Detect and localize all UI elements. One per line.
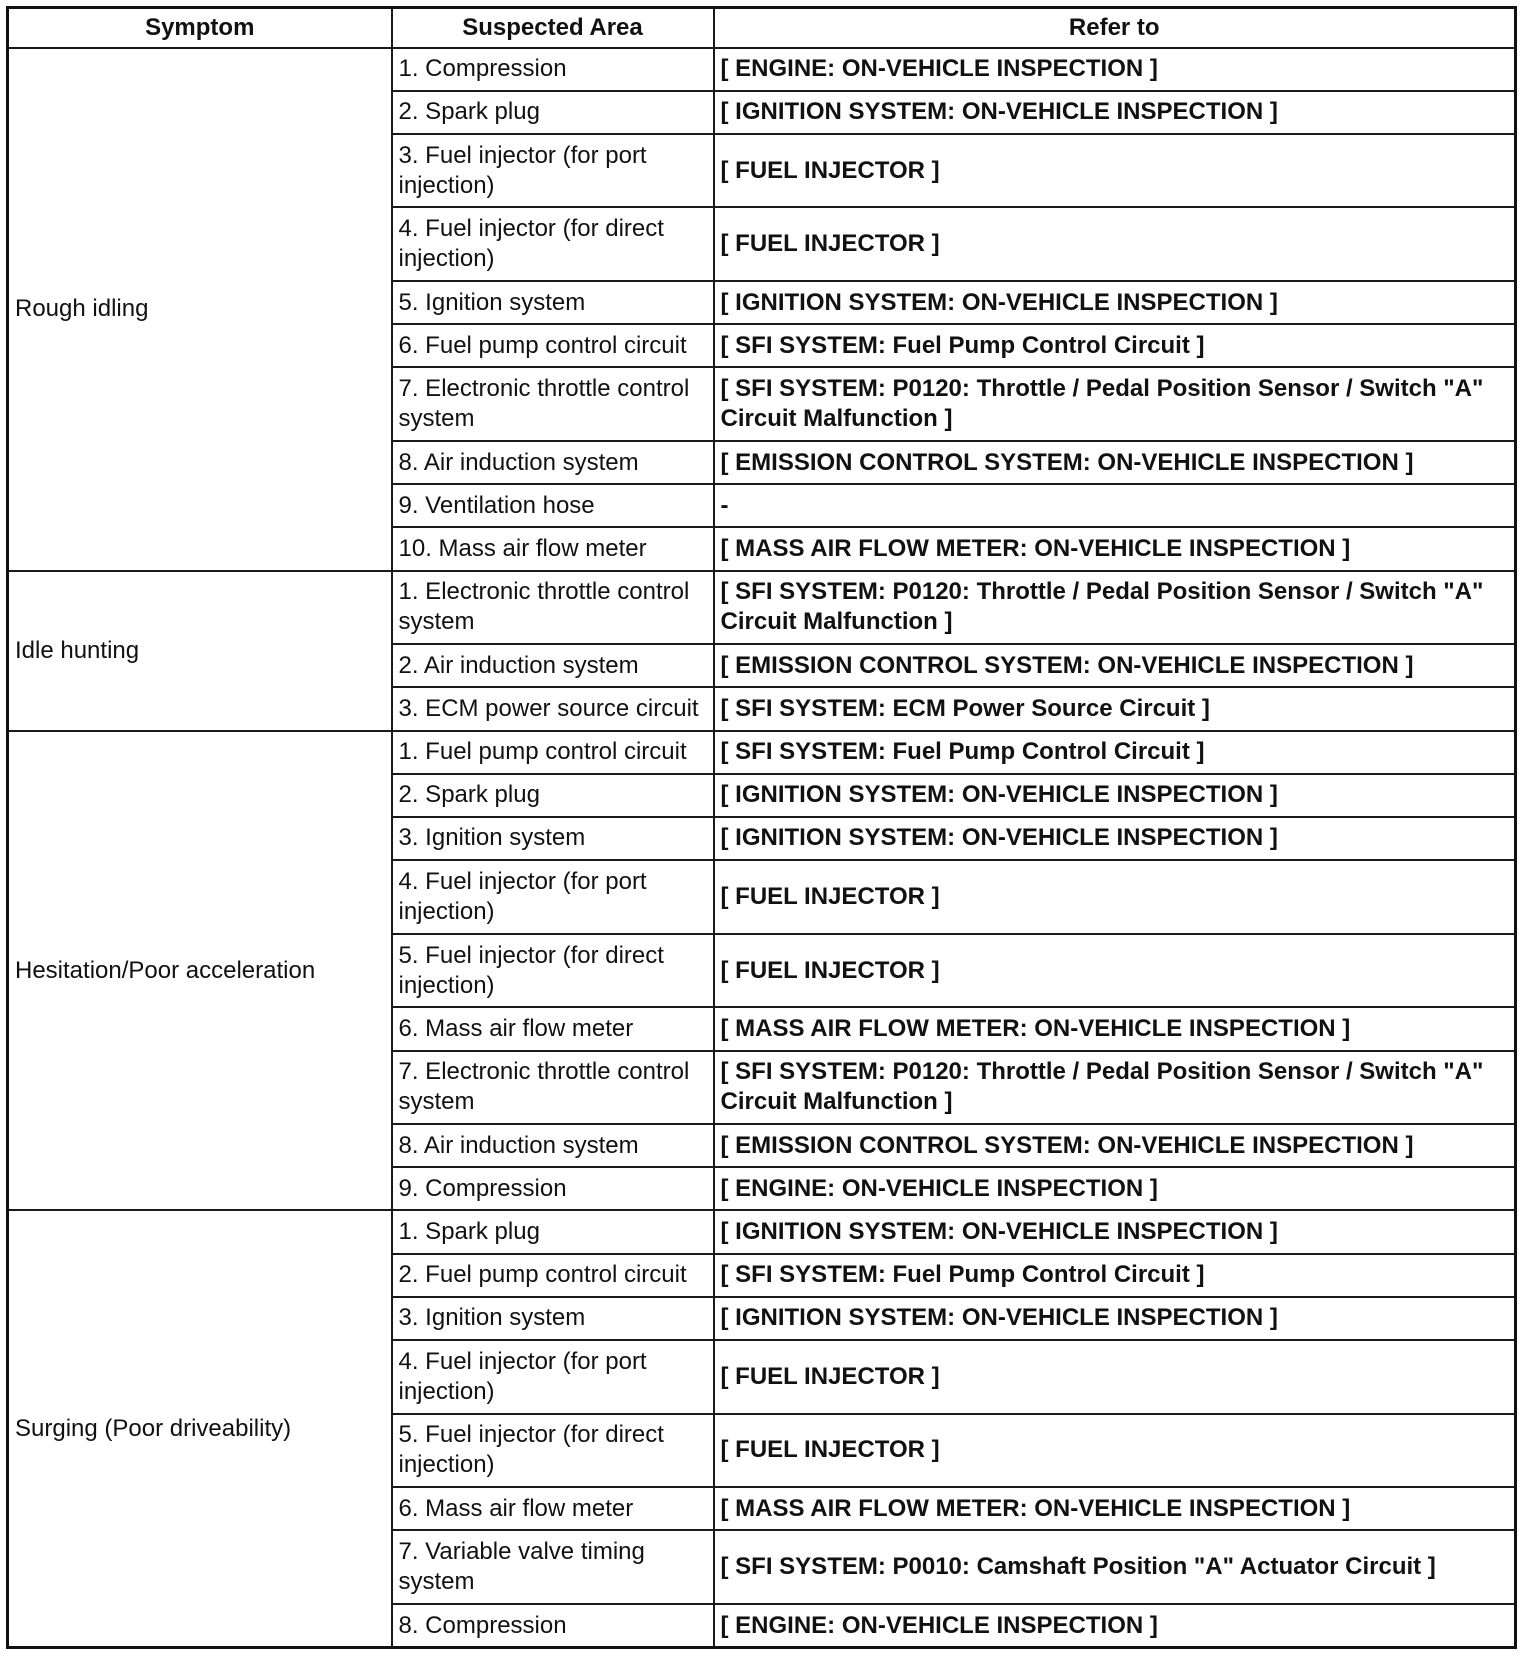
table-row (8, 731, 1516, 774)
header-row (8, 8, 1516, 48)
refer-to-cell: [ FUEL INJECTOR ] (714, 207, 1516, 281)
refer-to-cell: [ FUEL INJECTOR ] (714, 134, 1516, 208)
refer-to-cell: [ FUEL INJECTOR ] (714, 1340, 1516, 1414)
refer-to-cell: [ SFI SYSTEM: P0120: Throttle / Pedal Position Sensor / Switch "A" Circuit Malfunction ] (714, 367, 1516, 441)
suspected-area-cell: 1. Electronic throttle control system (392, 571, 714, 645)
table-row (8, 1210, 1516, 1253)
header-suspected-area: Suspected Area (392, 8, 714, 48)
suspected-area-cell: 3. Ignition system (392, 1297, 714, 1340)
refer-to-cell: [ ENGINE: ON-VEHICLE INSPECTION ] (714, 1604, 1516, 1647)
suspected-area-cell: 8. Air induction system (392, 441, 714, 484)
refer-to-cell: [ IGNITION SYSTEM: ON-VEHICLE INSPECTION ] (714, 281, 1516, 324)
symptom-cell: Rough idling (8, 48, 392, 571)
suspected-area-cell: 5. Ignition system (392, 281, 714, 324)
refer-to-cell: [ IGNITION SYSTEM: ON-VEHICLE INSPECTION ] (714, 817, 1516, 860)
suspected-area-cell: 1. Spark plug (392, 1210, 714, 1253)
suspected-area-cell: 7. Electronic throttle control system (392, 367, 714, 441)
refer-to-cell: [ IGNITION SYSTEM: ON-VEHICLE INSPECTION ] (714, 774, 1516, 817)
table-body (8, 48, 1516, 1648)
suspected-area-cell: 5. Fuel injector (for direct injection) (392, 1414, 714, 1488)
refer-to-cell: [ SFI SYSTEM: Fuel Pump Control Circuit ] (714, 324, 1516, 367)
refer-to-cell: [ SFI SYSTEM: Fuel Pump Control Circuit ] (714, 731, 1516, 774)
refer-to-cell: [ SFI SYSTEM: P0010: Camshaft Position "A" Actuator Circuit ] (714, 1530, 1516, 1604)
refer-to-cell: [ IGNITION SYSTEM: ON-VEHICLE INSPECTION ] (714, 1297, 1516, 1340)
suspected-area-cell: 2. Spark plug (392, 91, 714, 134)
refer-to-cell: [ EMISSION CONTROL SYSTEM: ON-VEHICLE INSPECTION ] (714, 1124, 1516, 1167)
refer-to-cell: [ SFI SYSTEM: ECM Power Source Circuit ] (714, 687, 1516, 730)
refer-to-cell: [ MASS AIR FLOW METER: ON-VEHICLE INSPECTION ] (714, 527, 1516, 570)
symptom-cell: Idle hunting (8, 571, 392, 731)
refer-to-cell: [ ENGINE: ON-VEHICLE INSPECTION ] (714, 48, 1516, 91)
suspected-area-cell: 6. Mass air flow meter (392, 1487, 714, 1530)
refer-to-cell: [ SFI SYSTEM: P0120: Throttle / Pedal Position Sensor / Switch "A" Circuit Malfunction ] (714, 1051, 1516, 1125)
header-refer-to: Refer to (714, 8, 1516, 48)
refer-to-cell: [ SFI SYSTEM: P0120: Throttle / Pedal Position Sensor / Switch "A" Circuit Malfunction ] (714, 571, 1516, 645)
suspected-area-cell: 4. Fuel injector (for direct injection) (392, 207, 714, 281)
suspected-area-cell: 7. Variable valve timing system (392, 1530, 714, 1604)
refer-to-cell: [ SFI SYSTEM: Fuel Pump Control Circuit ] (714, 1254, 1516, 1297)
table-row (8, 571, 1516, 645)
symptom-table (6, 6, 1517, 1649)
refer-to-cell: [ MASS AIR FLOW METER: ON-VEHICLE INSPECTION ] (714, 1487, 1516, 1530)
suspected-area-cell: 1. Fuel pump control circuit (392, 731, 714, 774)
header-symptom: Symptom (8, 8, 392, 48)
suspected-area-cell: 6. Fuel pump control circuit (392, 324, 714, 367)
suspected-area-cell: 3. ECM power source circuit (392, 687, 714, 730)
symptom-cell: Surging (Poor driveability) (8, 1210, 392, 1647)
symptom-cell: Hesitation/Poor acceleration (8, 731, 392, 1211)
refer-to-cell: [ IGNITION SYSTEM: ON-VEHICLE INSPECTION ] (714, 91, 1516, 134)
suspected-area-cell: 5. Fuel injector (for direct injection) (392, 934, 714, 1008)
suspected-area-cell: 10. Mass air flow meter (392, 527, 714, 570)
suspected-area-cell: 4. Fuel injector (for port injection) (392, 860, 714, 934)
suspected-area-cell: 8. Compression (392, 1604, 714, 1647)
refer-to-cell: - (714, 484, 1516, 527)
refer-to-cell: [ FUEL INJECTOR ] (714, 1414, 1516, 1488)
refer-to-cell: [ EMISSION CONTROL SYSTEM: ON-VEHICLE INSPECTION ] (714, 441, 1516, 484)
suspected-area-cell: 3. Fuel injector (for port injection) (392, 134, 714, 208)
table-row (8, 48, 1516, 91)
suspected-area-cell: 9. Ventilation hose (392, 484, 714, 527)
suspected-area-cell: 3. Ignition system (392, 817, 714, 860)
suspected-area-cell: 2. Air induction system (392, 644, 714, 687)
suspected-area-cell: 9. Compression (392, 1167, 714, 1210)
suspected-area-cell: 6. Mass air flow meter (392, 1007, 714, 1050)
suspected-area-cell: 8. Air induction system (392, 1124, 714, 1167)
refer-to-cell: [ MASS AIR FLOW METER: ON-VEHICLE INSPECTION ] (714, 1007, 1516, 1050)
suspected-area-cell: 7. Electronic throttle control system (392, 1051, 714, 1125)
suspected-area-cell: 2. Fuel pump control circuit (392, 1254, 714, 1297)
refer-to-cell: [ ENGINE: ON-VEHICLE INSPECTION ] (714, 1167, 1516, 1210)
refer-to-cell: [ IGNITION SYSTEM: ON-VEHICLE INSPECTION ] (714, 1210, 1516, 1253)
refer-to-cell: [ FUEL INJECTOR ] (714, 860, 1516, 934)
refer-to-cell: [ EMISSION CONTROL SYSTEM: ON-VEHICLE INSPECTION ] (714, 644, 1516, 687)
suspected-area-cell: 1. Compression (392, 48, 714, 91)
suspected-area-cell: 2. Spark plug (392, 774, 714, 817)
refer-to-cell: [ FUEL INJECTOR ] (714, 934, 1516, 1008)
suspected-area-cell: 4. Fuel injector (for port injection) (392, 1340, 714, 1414)
